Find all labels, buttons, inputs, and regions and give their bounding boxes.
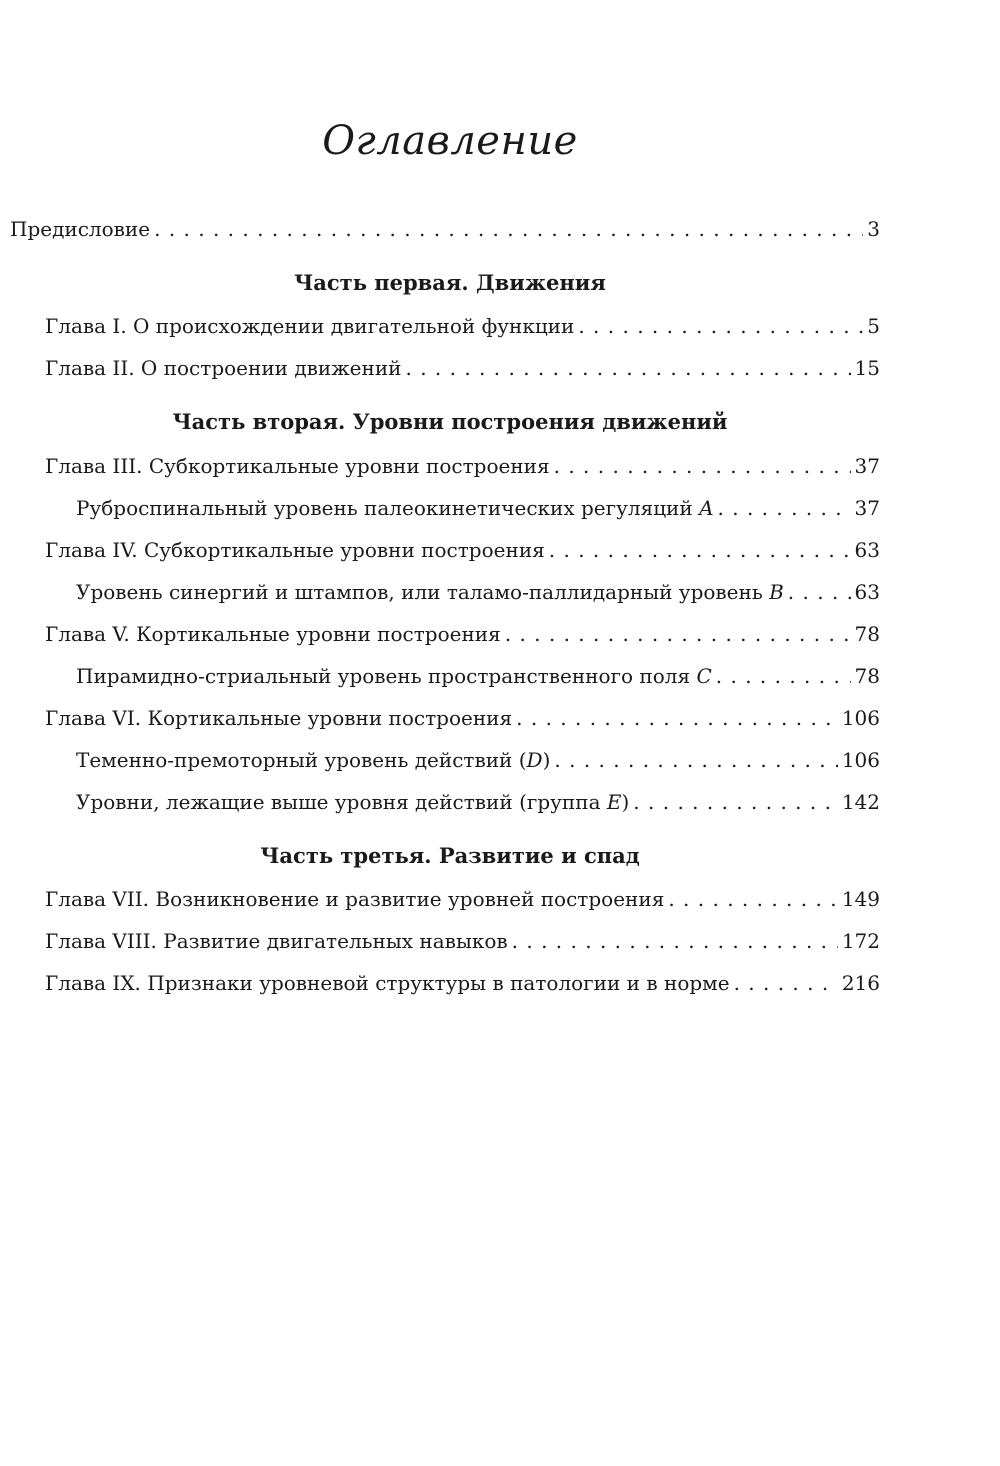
toc-page-number: 37 <box>854 454 880 478</box>
toc-entry-label: Уровень синергий и штампов, или таламо-паллидарный уровень B <box>76 580 784 604</box>
toc-entry-label: Глава II. О построении движений <box>45 356 402 380</box>
toc-entry[interactable] <box>45 353 880 383</box>
toc-subentry[interactable] <box>76 493 880 523</box>
toc-entry[interactable] <box>45 311 880 341</box>
toc-entry-label: Пирамидно-стриальный уровень пространственного поля C <box>76 664 712 688</box>
toc-page-number: 3 <box>867 217 880 241</box>
toc-entry-label: Глава V. Кортикальные уровни построения <box>45 622 501 646</box>
dot-leader <box>154 214 863 244</box>
toc-page-number: 78 <box>854 622 880 646</box>
part-heading: Часть первая. Движения <box>294 270 606 295</box>
toc-entry-label: Глава I. О происхождении двигательной функции <box>45 314 575 338</box>
dot-leader <box>549 535 851 565</box>
dot-leader <box>668 884 837 914</box>
toc-subentry[interactable] <box>76 577 880 607</box>
toc-page-number: 142 <box>841 790 880 814</box>
dot-leader <box>578 311 863 341</box>
part-heading: Часть третья. Развитие и спад <box>260 843 640 868</box>
toc-page-number: 15 <box>854 356 880 380</box>
toc-entry-label: Глава VII. Возникновение и развитие уровней построения <box>45 887 665 911</box>
toc-entry-label: Предисловие <box>10 217 151 241</box>
toc-page-number: 37 <box>854 496 880 520</box>
toc-subentry[interactable] <box>76 787 880 817</box>
toc-entry-label: Уровни, лежащие выше уровня действий (группа E) <box>76 790 630 814</box>
dot-leader <box>716 661 851 691</box>
toc-entry-label: Глава IX. Признаки уровневой структуры в патологии и в норме <box>45 971 730 995</box>
toc-page-number: 78 <box>854 664 880 688</box>
toc-entry-label: Глава III. Субкортикальные уровни построения <box>45 454 550 478</box>
dot-leader <box>633 787 838 817</box>
dot-leader <box>734 968 838 998</box>
dot-leader <box>516 703 838 733</box>
dot-leader <box>554 745 837 775</box>
toc-page-number: 106 <box>841 706 880 730</box>
level-letter: D <box>526 748 543 772</box>
dot-leader <box>554 451 851 481</box>
toc-page-number: 63 <box>854 580 880 604</box>
toc-entry[interactable] <box>45 451 880 481</box>
toc-entry-label: Глава VIII. Развитие двигательных навыков <box>45 929 508 953</box>
toc-entry-label: Теменно-премоторный уровень действий (D) <box>76 748 551 772</box>
level-letter: A <box>699 496 714 520</box>
dot-leader <box>718 493 851 523</box>
toc-entry[interactable] <box>45 535 880 565</box>
toc-page-number: 216 <box>841 971 880 995</box>
toc-entry-preface[interactable] <box>10 214 880 244</box>
toc-entry-label: Глава VI. Кортикальные уровни построения <box>45 706 513 730</box>
level-letter: B <box>769 580 784 604</box>
toc-subentry[interactable] <box>76 661 880 691</box>
toc-page-number: 106 <box>841 748 880 772</box>
dot-leader <box>505 619 851 649</box>
toc-page-number: 5 <box>867 314 880 338</box>
page-title: Оглавление <box>322 118 578 164</box>
toc-entry-label: Руброспинальный уровень палеокинетических регуляций A <box>76 496 714 520</box>
toc-subentry[interactable] <box>76 745 880 775</box>
toc-entry[interactable] <box>45 968 880 998</box>
level-letter: C <box>696 664 712 688</box>
dot-leader <box>512 926 838 956</box>
toc-entry-label: Глава IV. Субкортикальные уровни построения <box>45 538 545 562</box>
dot-leader <box>788 577 851 607</box>
level-letter: E <box>606 790 622 814</box>
part-heading: Часть вторая. Уровни построения движений <box>172 409 728 434</box>
toc-entry[interactable] <box>45 884 880 914</box>
toc-entry[interactable] <box>45 619 880 649</box>
toc-entry[interactable] <box>45 926 880 956</box>
toc-page-number: 63 <box>854 538 880 562</box>
toc-page-number: 172 <box>841 929 880 953</box>
toc-entry[interactable] <box>45 703 880 733</box>
dot-leader <box>405 353 850 383</box>
toc-page-number: 149 <box>841 887 880 911</box>
